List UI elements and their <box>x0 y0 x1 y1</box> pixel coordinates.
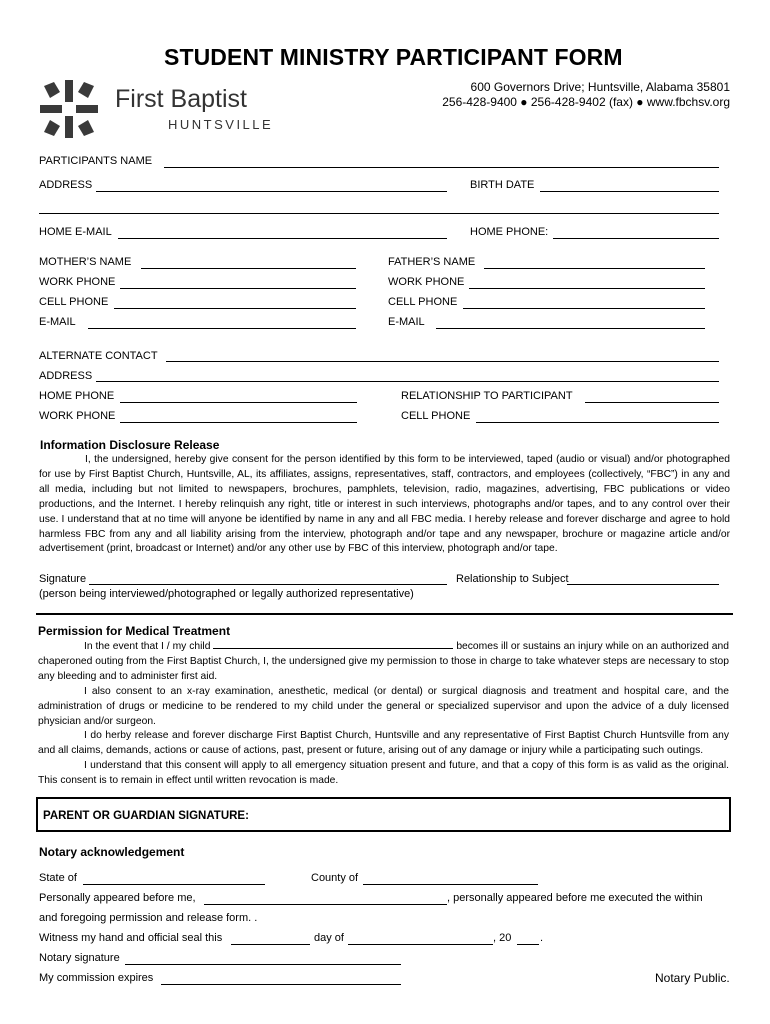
alternate-contact-label: ALTERNATE CONTACT <box>39 350 158 362</box>
participant-name-label: PARTICIPANTS NAME <box>39 155 153 167</box>
home-email-label: HOME E-MAIL <box>39 226 112 238</box>
home-phone-field[interactable] <box>553 238 719 239</box>
father-email-field[interactable] <box>436 328 705 329</box>
mother-work-phone-field[interactable] <box>120 288 356 289</box>
foregoing-text: and foregoing permission and release form. . <box>39 912 258 924</box>
church-address: 600 Governors Drive; Huntsville, Alabama 35801 <box>470 80 730 94</box>
alternate-work-phone-label: WORK PHONE <box>39 410 116 422</box>
guardian-signature-label: PARENT OR GUARDIAN SIGNATURE: <box>43 810 249 822</box>
relationship-field[interactable] <box>585 402 719 403</box>
father-cell-phone-label: CELL PHONE <box>388 296 458 308</box>
signature-note: (person being interviewed/photographed or legally authorized representative) <box>39 588 414 600</box>
logo-city: HUNTSVILLE <box>168 117 274 132</box>
county-label: County of <box>311 872 359 884</box>
medical-p3: I do herby release and forever discharge First Baptist Church, Huntsville and any representative of First Baptist Church Huntsville from any and all claims, demands, actions or cause of actions, past, present or future, arising out of any damage or injury while a participating such outings. <box>38 730 729 757</box>
commission-expires-label: My commission expires <box>39 972 154 984</box>
witness-label: Witness my hand and official seal this <box>39 932 223 944</box>
address-field[interactable] <box>96 191 447 192</box>
home-phone-label: HOME PHONE: <box>470 226 549 238</box>
subject-signature-field[interactable] <box>89 584 447 585</box>
state-label: State of <box>39 872 77 884</box>
state-field[interactable] <box>83 884 265 885</box>
mother-email-label: E-MAIL <box>39 316 76 328</box>
disclosure-heading: Information Disclosure Release <box>40 438 220 452</box>
notary-heading: Notary acknowledgement <box>39 845 185 859</box>
notary-signature-label: Notary signature <box>39 952 120 964</box>
mother-name-field[interactable] <box>141 268 356 269</box>
father-work-phone-field[interactable] <box>469 288 705 289</box>
appeared-label: Personally appeared before me, <box>39 892 196 904</box>
day-of-label: day of <box>314 932 344 944</box>
appeared-name-field[interactable] <box>204 904 447 905</box>
alternate-contact-field[interactable] <box>166 361 719 362</box>
mother-email-field[interactable] <box>88 328 356 329</box>
county-field[interactable] <box>363 884 538 885</box>
alternate-work-phone-field[interactable] <box>120 422 357 423</box>
relationship-to-subject-field[interactable] <box>567 584 719 585</box>
alternate-cell-phone-field[interactable] <box>476 422 719 423</box>
medical-body <box>38 638 729 789</box>
church-contact: 256-428-9400 ● 256-428-9402 (fax) ● www.fbchsv.org <box>442 95 730 109</box>
mother-cell-phone-label: CELL PHONE <box>39 296 109 308</box>
father-name-label: FATHER’S NAME <box>388 256 476 268</box>
appeared-label-end: , personally appeared before me executed the within <box>447 892 703 904</box>
participant-name-field[interactable] <box>164 167 719 168</box>
medical-p1-end: becomes ill or sustains an injury while on an authorized and chaperoned outing from the First Baptist Church, I, the undersigned give my permission to those in charge to take whatever steps are necessary to stop any bleeding and to administer first aid. <box>38 641 729 682</box>
address-label: ADDRESS <box>39 179 93 191</box>
father-email-label: E-MAIL <box>388 316 425 328</box>
witness-day-field[interactable] <box>231 944 310 945</box>
witness-year-field[interactable] <box>517 944 539 945</box>
father-cell-phone-field[interactable] <box>463 308 705 309</box>
section-divider <box>36 613 733 615</box>
father-name-field[interactable] <box>484 268 705 269</box>
witness-period: . <box>540 932 544 944</box>
signature-label: Signature <box>39 573 87 585</box>
medical-p4: I understand that this consent will apply to all emergency situation present and future, and that a copy of this form is as valid as the original. This consent is to remain in effect until written revocation is made. <box>38 760 729 787</box>
disclosure-body: I, the undersigned, hereby give consent for the person identified by this form to be interviewed, taped (audio or visual) and/or photographed for use by First Baptist Church, Huntsville, AL, its affiliates, assigns, representatives, staff, contractors, and employees (collectively, “FBC”) in any and all media, including but not limited to newspapers, brochures, pamphlets, television, radio, magazines, advertising, FBC publications or video productions, and the Internet. I hereby relinquish any right, title or interest in such interviews, photographs and/or tapes, and to any control over their use. I understand that at no time will anyone be identified by name in any and all FBC media. I hereby release and forever discharge and agree to hold harmless FBC from any and all liability arising from the interview, photograph and/or tape and any newspaper, brochure or magazine article and/or advertisement (print, broadcast or Internet) and/or any other use by FBC of this interview, photograph and/or tape. <box>39 454 730 555</box>
notary-signature-field[interactable] <box>125 964 401 965</box>
commission-expires-field[interactable] <box>161 984 401 985</box>
medical-p1-start: In the event that I / my child <box>84 641 211 652</box>
mother-work-phone-label: WORK PHONE <box>39 276 116 288</box>
alternate-address-label: ADDRESS <box>39 370 93 382</box>
birth-date-label: BIRTH DATE <box>470 179 535 191</box>
alternate-address-field[interactable] <box>96 381 719 382</box>
logo-name: First Baptist <box>115 85 247 113</box>
alternate-home-phone-field[interactable] <box>120 402 357 403</box>
alternate-cell-phone-label: CELL PHONE <box>401 410 471 422</box>
birth-date-field[interactable] <box>540 191 719 192</box>
child-name-field[interactable] <box>213 638 453 649</box>
medical-heading: Permission for Medical Treatment <box>38 624 231 638</box>
witness-month-field[interactable] <box>348 944 493 945</box>
year-prefix-label: , 20 <box>493 932 512 944</box>
form-title: STUDENT MINISTRY PARTICIPANT FORM <box>164 44 623 70</box>
father-work-phone-label: WORK PHONE <box>388 276 465 288</box>
relationship-label: RELATIONSHIP TO PARTICIPANT <box>401 390 573 402</box>
mother-cell-phone-field[interactable] <box>114 308 356 309</box>
home-email-field[interactable] <box>118 238 447 239</box>
mother-name-label: MOTHER’S NAME <box>39 256 132 268</box>
church-logo-icon <box>38 78 100 140</box>
medical-p2: I also consent to an x-ray examination, anesthetic, medical (or dental) or surgical diagnosis and treatment and hospital care, and the administration of drugs or medicine to be rendered to my child under the general or specialized supervisor and upon the advice of a duly licensed physician and/or surgeon. <box>38 685 729 727</box>
guardian-signature-box[interactable] <box>36 797 731 832</box>
notary-public-label: Notary Public. <box>655 971 730 985</box>
alternate-home-phone-label: HOME PHONE <box>39 390 115 402</box>
relationship-to-subject-label: Relationship to Subject <box>456 573 569 585</box>
address-line-2-field[interactable] <box>39 213 719 214</box>
